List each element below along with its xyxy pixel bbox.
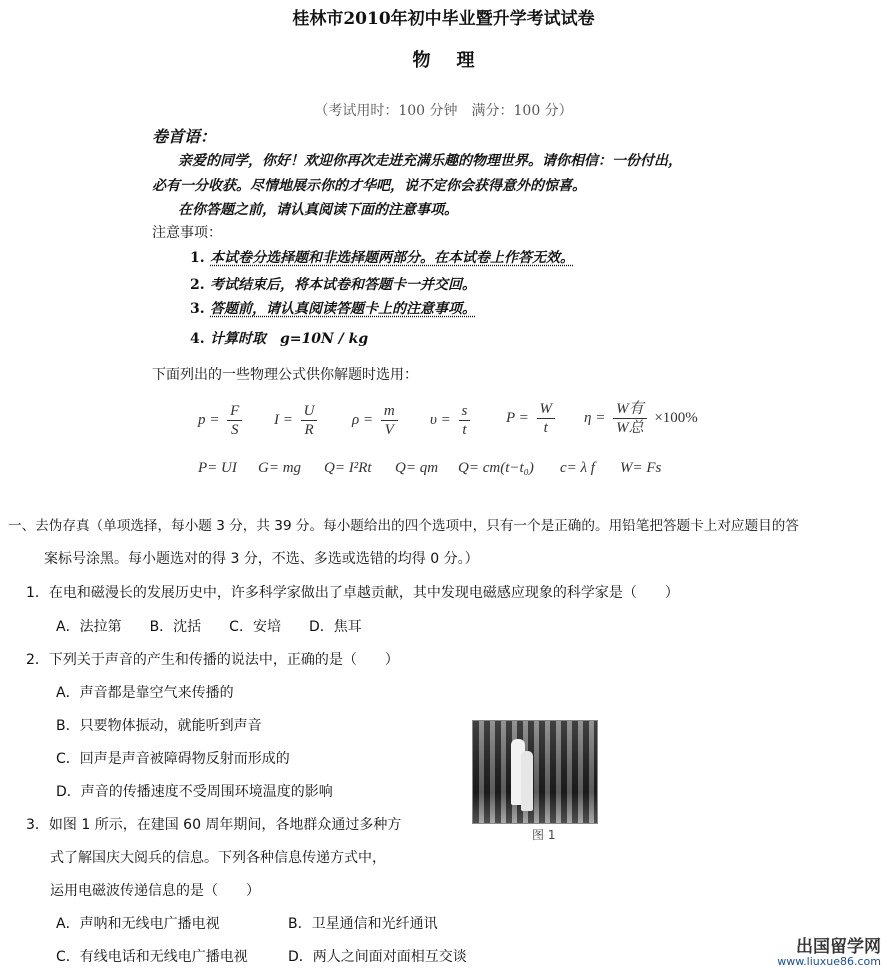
note-item <box>190 247 574 267</box>
formula-lhs: η = <box>584 409 606 426</box>
formula-lhs: p = <box>198 411 220 428</box>
site-watermark <box>777 932 881 968</box>
formula-gravity: G= mg <box>258 460 302 476</box>
formula-numerator: W有 <box>613 400 647 419</box>
figure-caption: 图 1 <box>532 828 556 842</box>
note-number: 3. <box>190 301 205 317</box>
question-3-stem-line: 3．如图 1 所示，在建国 60 周年期间，各地群众通过多种方 <box>26 817 402 833</box>
note-item <box>190 298 476 318</box>
formula-denominator: W总 <box>616 420 644 436</box>
question-2-option-b: B．只要物体振动，就能听到声音 <box>56 718 262 734</box>
formula-lhs: P = <box>506 409 529 426</box>
formula-speed <box>430 402 474 439</box>
note-number: 1. <box>190 250 205 266</box>
formula-efficiency <box>584 400 698 437</box>
preface-line: 在你答题之前，请认真阅读下面的注意事项。 <box>178 202 458 218</box>
subject-title: 物理 <box>412 50 501 71</box>
note-number: 4. <box>190 331 205 347</box>
formula-pressure <box>198 402 246 439</box>
watermark-url: www.liuxue86.com <box>777 955 881 968</box>
formula-denominator: R <box>304 422 314 438</box>
formula-denominator: t <box>462 422 467 438</box>
formula-tail: ×100% <box>654 409 698 426</box>
notes-heading: 注意事项： <box>152 225 222 241</box>
question-2-stem: 2．下列关于声音的产生和传播的说法中，正确的是（ ） <box>26 652 399 668</box>
question-3-stem-line: 运用电磁波传递信息的是（ ） <box>50 883 260 899</box>
note-number: 2. <box>190 277 205 293</box>
formula-denominator: V <box>384 422 394 438</box>
parade-figure <box>521 751 533 811</box>
watermark-name: 出国留学网 <box>796 937 881 957</box>
formula-denominator: S <box>230 422 239 438</box>
formula-numerator: s <box>459 402 471 421</box>
exam-title: 桂林市2010年初中毕业暨升学考试试卷 <box>292 9 595 29</box>
preface-line: 亲爱的同学，你好！欢迎你再次走进充满乐趣的物理世界。请你相信：一份付出， <box>178 153 682 169</box>
question-3-option-c: C．有线电话和无线电广播电视 <box>56 949 248 965</box>
note-item <box>190 274 476 294</box>
formula-lhs: υ = <box>430 411 451 428</box>
formula-lhs: I = <box>274 411 293 428</box>
question-2-option-c: C．回声是声音被障碍物反射而形成的 <box>56 751 290 767</box>
section-instructions-cont: 案标号涂黑。每小题选对的得 3 分，不选、多选或选错的均得 0 分。） <box>44 551 479 567</box>
preface-heading: 卷首语： <box>152 127 217 146</box>
question-2-option-a: A．声音都是靠空气来传播的 <box>56 685 234 701</box>
formula-numerator: U <box>301 402 318 421</box>
question-1-stem: 1．在电和磁漫长的发展历史中，许多科学家做出了卓越贡献，其中发现电磁感应现象的科学家是（ ） <box>26 585 679 601</box>
note-text: 本试卷分选择题和非选择题两部分。在本试卷上作答无效。 <box>210 250 574 266</box>
formula-numerator: W <box>537 400 556 419</box>
note-text: 计算时取 g=10N / kg <box>210 331 369 347</box>
note-text: 考试结束后，将本试卷和答题卡一并交回。 <box>210 277 476 293</box>
question-3-stem-line: 式了解国庆大阅兵的信息。下列各种信息传递方式中， <box>50 850 386 866</box>
formula-numerator: F <box>227 402 242 421</box>
formula-numerator: m <box>381 402 398 421</box>
parade-photo <box>472 720 598 824</box>
formula-power <box>506 400 559 437</box>
note-item <box>190 328 368 348</box>
question-3-option-b: B．卫星通信和光纤通讯 <box>288 916 438 932</box>
formula-lhs: ρ = <box>352 411 374 428</box>
exam-info: （考试用时：100 分钟 满分：100 分） <box>314 103 573 119</box>
formula-work: W= Fs <box>620 460 662 476</box>
formula-denominator: t <box>543 420 548 436</box>
formula-electric-power: P= UI <box>198 460 237 476</box>
formula-joule-heat: Q= I²Rt <box>324 460 372 476</box>
question-1-options: A．法拉第 B．沈括 C．安培 D．焦耳 <box>56 619 362 635</box>
formula-current <box>274 402 321 439</box>
preface-line: 必有一分收获。尽情地展示你的才华吧，说不定你会获得意外的惊喜。 <box>152 178 586 194</box>
note-text: 答题前，请认真阅读答题卡上的注意事项。 <box>210 301 476 317</box>
section-instructions: 一、去伪存真（单项选择，每小题 3 分，共 39 分。每小题给出的四个选项中，只有一个是正确的。用铅笔把答题卡上对应题目的答 <box>8 518 799 534</box>
question-2-option-d: D．声音的传播速度不受周围环境温度的影响 <box>56 784 333 800</box>
question-3-option-d: D．两人之间面对面相互交谈 <box>288 949 467 965</box>
formula-density <box>352 402 402 439</box>
formula-intro: 下面列出的一些物理公式供你解题时选用： <box>152 367 418 383</box>
formula-specific-heat: Q= cm(t−t₀) <box>458 460 534 476</box>
formula-fuel-heat: Q= qm <box>395 460 439 476</box>
formula-wave: c= λ f <box>560 460 595 476</box>
question-3-option-a: A．声呐和无线电广播电视 <box>56 916 220 932</box>
